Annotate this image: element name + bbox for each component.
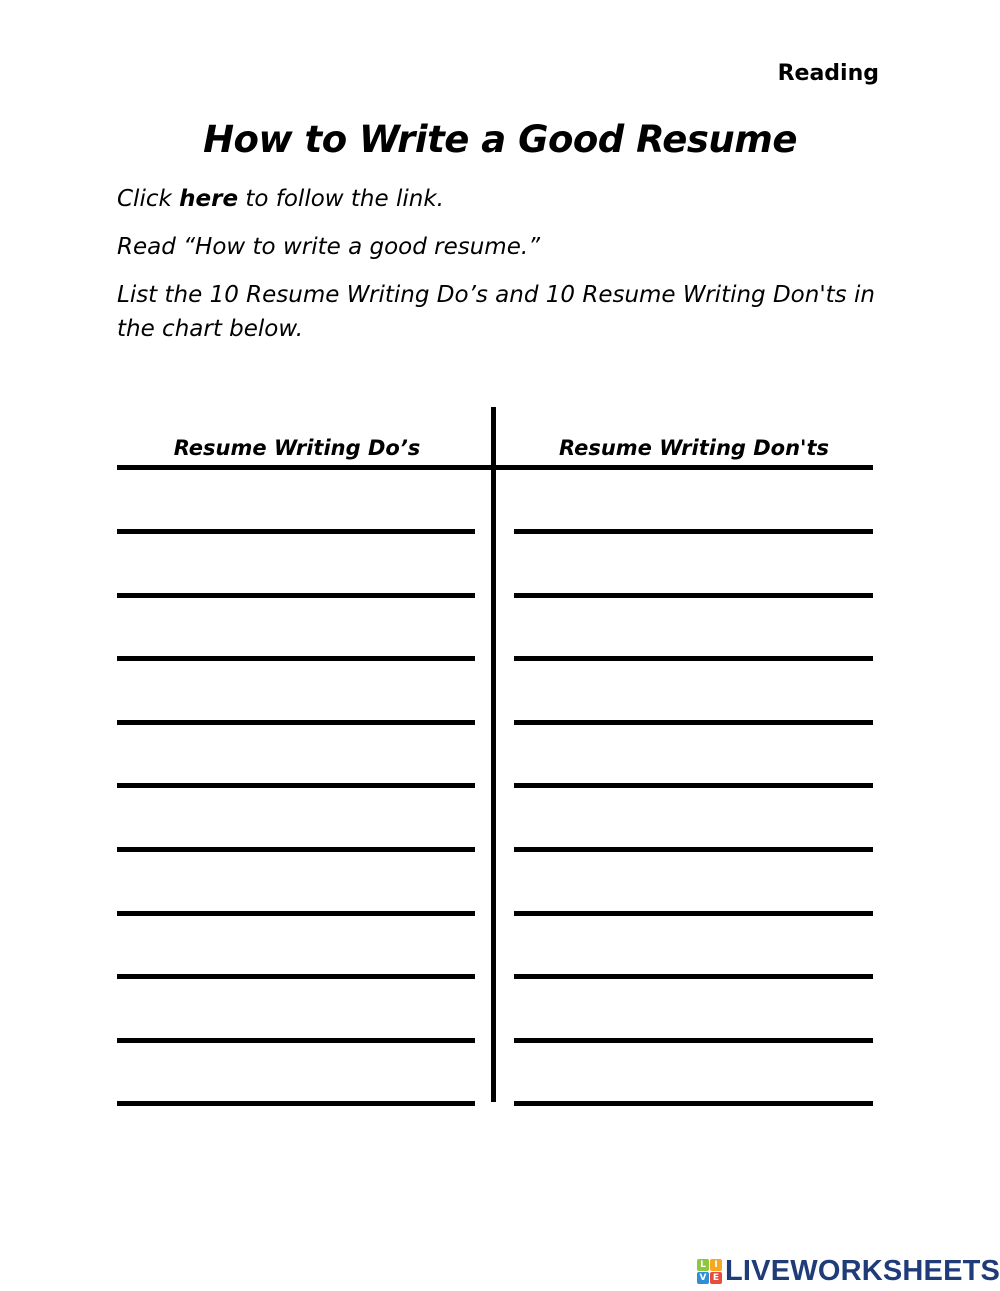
column-divider	[491, 407, 496, 1102]
dont-answer-line	[514, 911, 873, 916]
column-header-donts: Resume Writing Don'ts	[558, 436, 830, 460]
do-answer-line	[117, 974, 475, 979]
logo-letter: I	[710, 1259, 722, 1271]
do-answer-line	[117, 1038, 475, 1043]
dont-answer-input[interactable]	[514, 1057, 877, 1103]
do-answer-line	[117, 720, 475, 725]
dont-answer-line	[514, 783, 873, 788]
dont-answer-line	[514, 720, 873, 725]
do-answer-input[interactable]	[117, 867, 479, 913]
do-answer-line	[117, 783, 475, 788]
do-answer-input[interactable]	[117, 485, 479, 531]
do-answer-input[interactable]	[117, 1057, 479, 1103]
do-answer-line	[117, 529, 475, 534]
logo-text: LIVEWORKSHEETS	[725, 1255, 1000, 1287]
do-answer-line	[117, 593, 475, 598]
dont-answer-input[interactable]	[514, 676, 877, 722]
logo-letter: V	[697, 1272, 709, 1284]
instruction-list: List the 10 Resume Writing Do’s and 10 Resume Writing Don'ts in the chart below.	[117, 282, 875, 342]
do-answer-input[interactable]	[117, 612, 479, 658]
logo-letter: L	[697, 1259, 709, 1271]
column-header-dos: Resume Writing Do’s	[173, 436, 421, 460]
instruction-read: Read “How to write a good resume.”	[117, 234, 541, 260]
dont-answer-input[interactable]	[514, 867, 877, 913]
section-label: Reading	[777, 61, 879, 86]
do-answer-input[interactable]	[117, 803, 479, 849]
do-answer-input[interactable]	[117, 739, 479, 785]
here-link[interactable]: here	[179, 186, 239, 212]
dont-answer-line	[514, 529, 873, 534]
instruction-text: to follow the link.	[238, 186, 444, 212]
dont-answer-input[interactable]	[514, 994, 877, 1040]
liveworksheets-logo	[697, 1255, 1000, 1288]
do-answer-line	[117, 656, 475, 661]
dont-answer-line	[514, 1101, 873, 1106]
do-answer-line	[117, 1101, 475, 1106]
dont-answer-line	[514, 593, 873, 598]
page-title: How to Write a Good Resume	[203, 118, 797, 161]
dont-answer-line	[514, 656, 873, 661]
do-answer-line	[117, 847, 475, 852]
do-answer-line	[117, 911, 475, 916]
dont-answer-line	[514, 847, 873, 852]
instruction-link-line	[117, 182, 897, 216]
instruction-text: Click	[117, 186, 180, 212]
dont-answer-input[interactable]	[514, 803, 877, 849]
do-answer-input[interactable]	[117, 994, 479, 1040]
logo-letter: E	[710, 1272, 722, 1284]
dont-answer-input[interactable]	[514, 739, 877, 785]
dont-answer-input[interactable]	[514, 930, 877, 976]
logo-icon	[697, 1259, 722, 1284]
dont-answer-line	[514, 1038, 873, 1043]
do-answer-input[interactable]	[117, 549, 479, 595]
dont-answer-input[interactable]	[514, 485, 877, 531]
dont-answer-line	[514, 974, 873, 979]
do-answer-input[interactable]	[117, 930, 479, 976]
dont-answer-input[interactable]	[514, 612, 877, 658]
do-answer-input[interactable]	[117, 676, 479, 722]
dont-answer-input[interactable]	[514, 549, 877, 595]
